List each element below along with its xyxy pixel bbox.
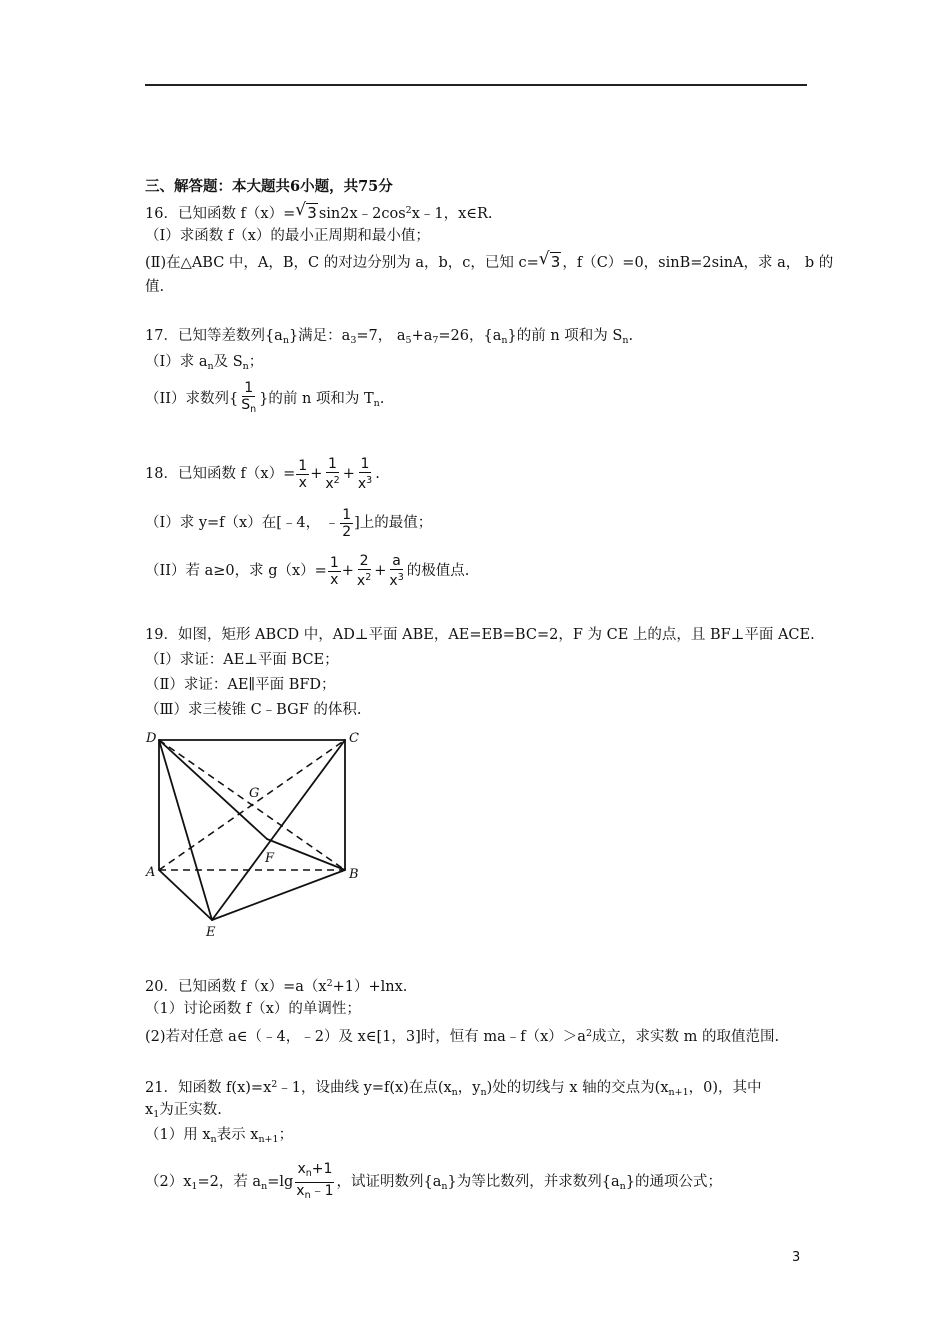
q16-part2: (Ⅱ)在△ABC 中，A，B，C 的对边分别为 a，b，c，已知 c= √ 3 ，f（C）=0，sinB=2sinA，求 a， b 的	[145, 249, 834, 271]
label-d: D	[146, 731, 157, 746]
geometry-figure	[145, 728, 375, 943]
fraction-xn-plus-1-over-xn-minus-1: $\frac{x_n+1}{x_n﹣1}$	[296, 1160, 334, 1201]
page-number: 3	[792, 1250, 801, 1265]
sqrt-3: √ 3	[538, 249, 561, 271]
edge-eb	[212, 870, 345, 920]
q19-statement: 19．如图，矩形 ABCD 中，AD⊥平面 ABE，AE=EB=BC=2，F 为 CE 上的点，且 BF⊥平面 ACE.	[145, 627, 815, 643]
q20-statement: 20．已知函数 $f(x)=a(x^2+1)+\ln x$.	[145, 978, 408, 995]
q20-part2: (2)若对任意 a∈（﹣4，﹣2）及 x∈[1，3]时，恒有 $ma﹣f(x)>a^2$成立，求实数 m 的取值范围.	[145, 1028, 780, 1045]
q16-statement: 16．已知函数 f（x）= √ 3 $\sin 2x﹣2\cos^2x﹣1$，x∈R.	[145, 200, 493, 222]
label-f: F	[265, 851, 275, 866]
q19-part2: （Ⅱ）求证：AE∥平面 BFD；	[145, 677, 336, 693]
edge-de	[159, 740, 212, 920]
edge-ec	[212, 740, 345, 920]
q18-part2: （II）若 a≥0，求 g（x）= $\frac{1}{x}$ + $\frac{2}{x^2}$ + $\frac{a}{x^3}$ 的极值点.	[145, 553, 470, 589]
edge-fb	[267, 839, 345, 870]
q17-part1: （I）求 $a_n$及 $S_n$；	[145, 354, 264, 372]
label-c: C	[349, 731, 359, 746]
q21-statement-cont: $x_1$为正实数.	[145, 1102, 222, 1120]
q21-part1: （1）用 $x_n$表示 $x_{n+1}$；	[145, 1127, 294, 1145]
label-b: B	[349, 867, 359, 882]
header-rule	[145, 84, 807, 86]
section-title: 三、解答题：本大题共6小题，共75分	[145, 178, 393, 195]
q17-statement: 17．已知等差数列$\{a_n\}$满足：$a_3=7$， $a_5+a_7=26$，$\{a_n\}$的前 n 项和为 $S_n$.	[145, 328, 634, 346]
q19-part1: （Ⅰ）求证：AE⊥平面 BCE；	[145, 652, 339, 668]
q16-part2-cont: 值.	[145, 279, 165, 295]
q21-part2: $(2)x_1=2$，若 $a_n=\lg$ $\frac{x_n+1}{x_n﹣1}$ ，试证明数列$\{a_n\}$为等比数列，并求数列$\{a_n\}$的通项公式；	[145, 1160, 722, 1209]
sqrt-3: √ 3	[295, 200, 317, 222]
label-e: E	[206, 925, 216, 940]
fraction-1-over-sn: $\frac{1}{S_n}$	[241, 380, 257, 415]
q20-part1: （1）讨论函数 f（x）的单调性；	[145, 1001, 361, 1017]
q16-part1: （Ⅰ）求函数 f（x）的最小正周期和最小值；	[145, 228, 430, 244]
q18-part1: （I）求 y=f（x）在[﹣4， ﹣ $\frac{1}{2}$ ]上的最值；	[145, 506, 433, 540]
q19-part3: （Ⅲ）求三棱锥 C﹣BGF 的体积.	[145, 702, 362, 718]
q21-statement: 21．知函数 $f(x)=x^2﹣1$，设曲线 y=f(x)在点($x_n$，$y_n$)处的切线与 x 轴的交点为($x_{n+1}$，0)，其中	[145, 1079, 762, 1098]
q18-statement: 18．已知函数 f（x）= $\frac{1}{x}$ + $\frac{1}{x^2}$ + $\frac{1}{x^3}$ .	[145, 456, 380, 492]
label-a: A	[146, 865, 156, 880]
label-g: G	[249, 786, 260, 801]
q17-part2: （II）求数列{ $\frac{1}{S_n}$ }的前 n 项和为 $T_n$.	[145, 380, 384, 422]
